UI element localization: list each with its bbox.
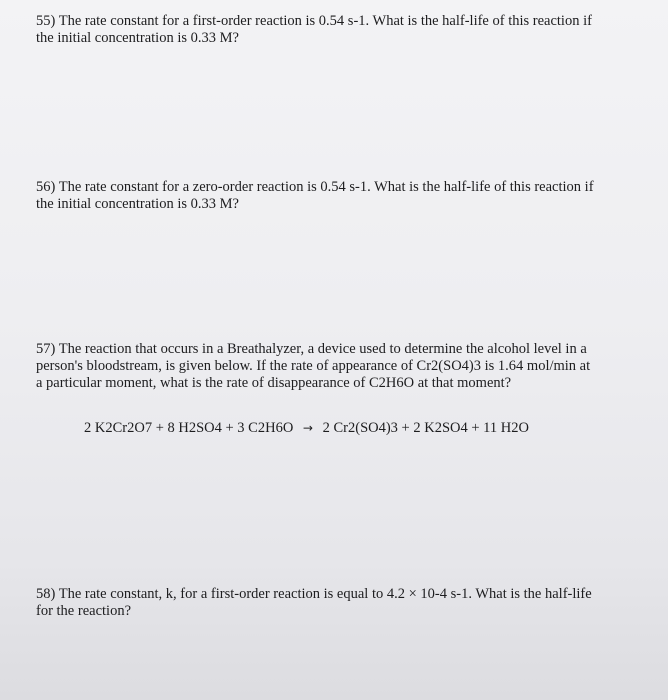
question-58-number: 58) <box>36 586 56 602</box>
question-58-text-1: The rate constant, k, for a first-order reaction is equal to 4.2 × 10-4 s-1. What is the half-life <box>58 586 592 602</box>
question-56 <box>36 179 656 213</box>
question-57-text-3: a particular moment, what is the rate of disappearance of C2H6O at that moment? <box>36 375 512 391</box>
question-57-text-2: person's bloodstream, is given below. If the rate of appearance of Cr2(SO4)3 is 1.64 mol/min at <box>36 358 591 374</box>
question-57-text-1: The reaction that occurs in a Breathalyzer, a device used to determine the alcohol level in a <box>58 341 587 357</box>
question-57-line-1 <box>36 341 656 358</box>
breathalyzer-equation <box>84 419 644 437</box>
question-58-line-1 <box>36 586 656 603</box>
equation-reactants: 2 K2Cr2O7 + 8 H2SO4 + 3 C2H6O <box>84 420 294 436</box>
question-56-number: 56) <box>36 179 56 195</box>
question-55 <box>36 13 656 47</box>
question-55-number: 55) <box>36 13 56 29</box>
question-55-text-1: The rate constant for a first-order reaction is 0.54 s-1. What is the half-life of this reaction if <box>58 13 592 29</box>
question-55-line-1 <box>36 13 656 30</box>
question-58 <box>36 586 656 620</box>
question-56-text-2: the initial concentration is 0.33 M? <box>36 196 239 212</box>
question-56-text-1: The rate constant for a zero-order reaction is 0.54 s-1. What is the half-life of this reaction if <box>58 179 594 195</box>
question-57-number: 57) <box>36 341 56 357</box>
question-55-text-2: the initial concentration is 0.33 M? <box>36 30 239 46</box>
reaction-arrow-icon: → <box>302 421 313 435</box>
question-58-text-2: for the reaction? <box>36 603 132 619</box>
question-57 <box>36 341 656 392</box>
equation-products: 2 Cr2(SO4)3 + 2 K2SO4 + 11 H2O <box>322 420 529 436</box>
question-56-line-1 <box>36 179 656 196</box>
